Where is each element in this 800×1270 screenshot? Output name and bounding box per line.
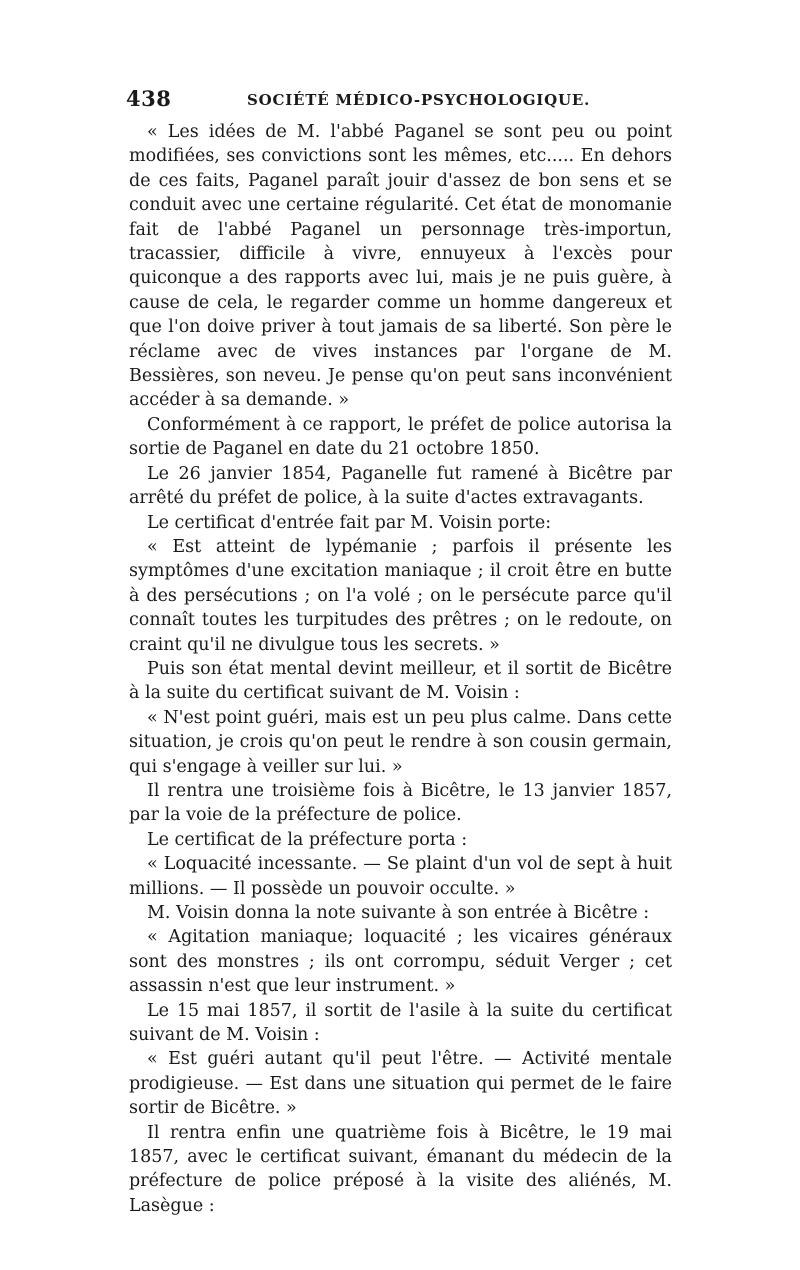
paragraph: Conformément à ce rapport, le préfet de police autorisa la sortie de Paganel en date du 21 octobre 1850. <box>129 414 672 460</box>
paragraph: Il rentra une troisième fois à Bicêtre, le 13 janvier 1857, par la voie de la préfecture de police. <box>129 780 672 826</box>
page-number: 438 <box>126 86 172 111</box>
book-page <box>126 86 672 1218</box>
paragraph: Il rentra enfin une quatrième fois à Bicêtre, le 19 mai 1857, avec le certificat suivant, émanant du médecin de la préfecture de police préposé à la visite des aliénés, M. Lasègue : <box>129 1122 672 1216</box>
paragraph: « Les idées de M. l'abbé Paganel se sont peu ou point modifiées, ses convictions sont les mêmes, etc..... En dehors de ces faits, Paganel paraît jouir d'assez de bon sens et se conduit avec une certaine régularité. Cet état de monomanie fait de l'abbé Paganel un personnage très-importun, tracassier, difficile à vivre, ennuyeux à l'excès pour quiconque a des rapports avec lui, mais je ne puis guère, à cause de cela, le regarder comme un homme dangereux et que l'on doive priver à tout jamais de sa liberté. Son père le réclame avec de vives instances par l'organe de M. Bessières, son neveu. Je pense qu'on peut sans inconvénient accéder à sa demande. » <box>129 122 672 411</box>
paragraph: « Agitation maniaque; loquacité ; les vicaires généraux sont des monstres ; ils ont corrompu, séduit Verger ; cet assassin n'est que leur instrument. » <box>129 927 672 997</box>
page-header <box>126 86 672 112</box>
paragraph: Le 15 mai 1857, il sortit de l'asile à la suite du certificat suivant de M. Voisin : <box>129 1000 672 1046</box>
paragraph: « Loquacité incessante. — Se plaint d'un vol de sept à huit millions. — Il possède un pouvoir occulte. » <box>129 854 672 899</box>
paragraph: « N'est point guéri, mais est un peu plus calme. Dans cette situation, je crois qu'on peut le rendre à son cousin germain, qui s'engage à veiller sur lui. » <box>129 707 672 777</box>
paragraph: M. Voisin donna la note suivante à son entrée à Bicêtre : <box>147 903 650 923</box>
paragraph: « Est atteint de lypémanie ; parfois il présente les symptômes d'une excitation maniaque ; il croit être en butte à des persécutions ; on l'a volé ; on le persécute parce qu'il connaît toutes les turpitudes des prêtres ; on le redoute, on craint qu'il ne divulgue tous les secrets. » <box>129 536 672 655</box>
paragraph: Le 26 janvier 1854, Paganelle fut ramené à Bicêtre par arrêté du préfet de police, à la suite d'actes extravagants. <box>129 463 672 509</box>
paragraph: Puis son état mental devint meilleur, et il sortit de Bicêtre à la suite du certificat suivant de M. Voisin : <box>129 658 672 704</box>
paragraph: « Est guéri autant qu'il peut l'être. — Activité mentale prodigieuse. — Est dans une situation qui permet de le faire sortir de Bicêtre. » <box>129 1049 672 1119</box>
running-head: SOCIÉTÉ MÉDICO-PSYCHOLOGIQUE. <box>247 91 591 109</box>
body-text <box>129 120 672 1218</box>
paragraph: Le certificat d'entrée fait par M. Voisin porte: <box>147 512 552 533</box>
paragraph: Le certificat de la préfecture porta : <box>147 829 468 850</box>
